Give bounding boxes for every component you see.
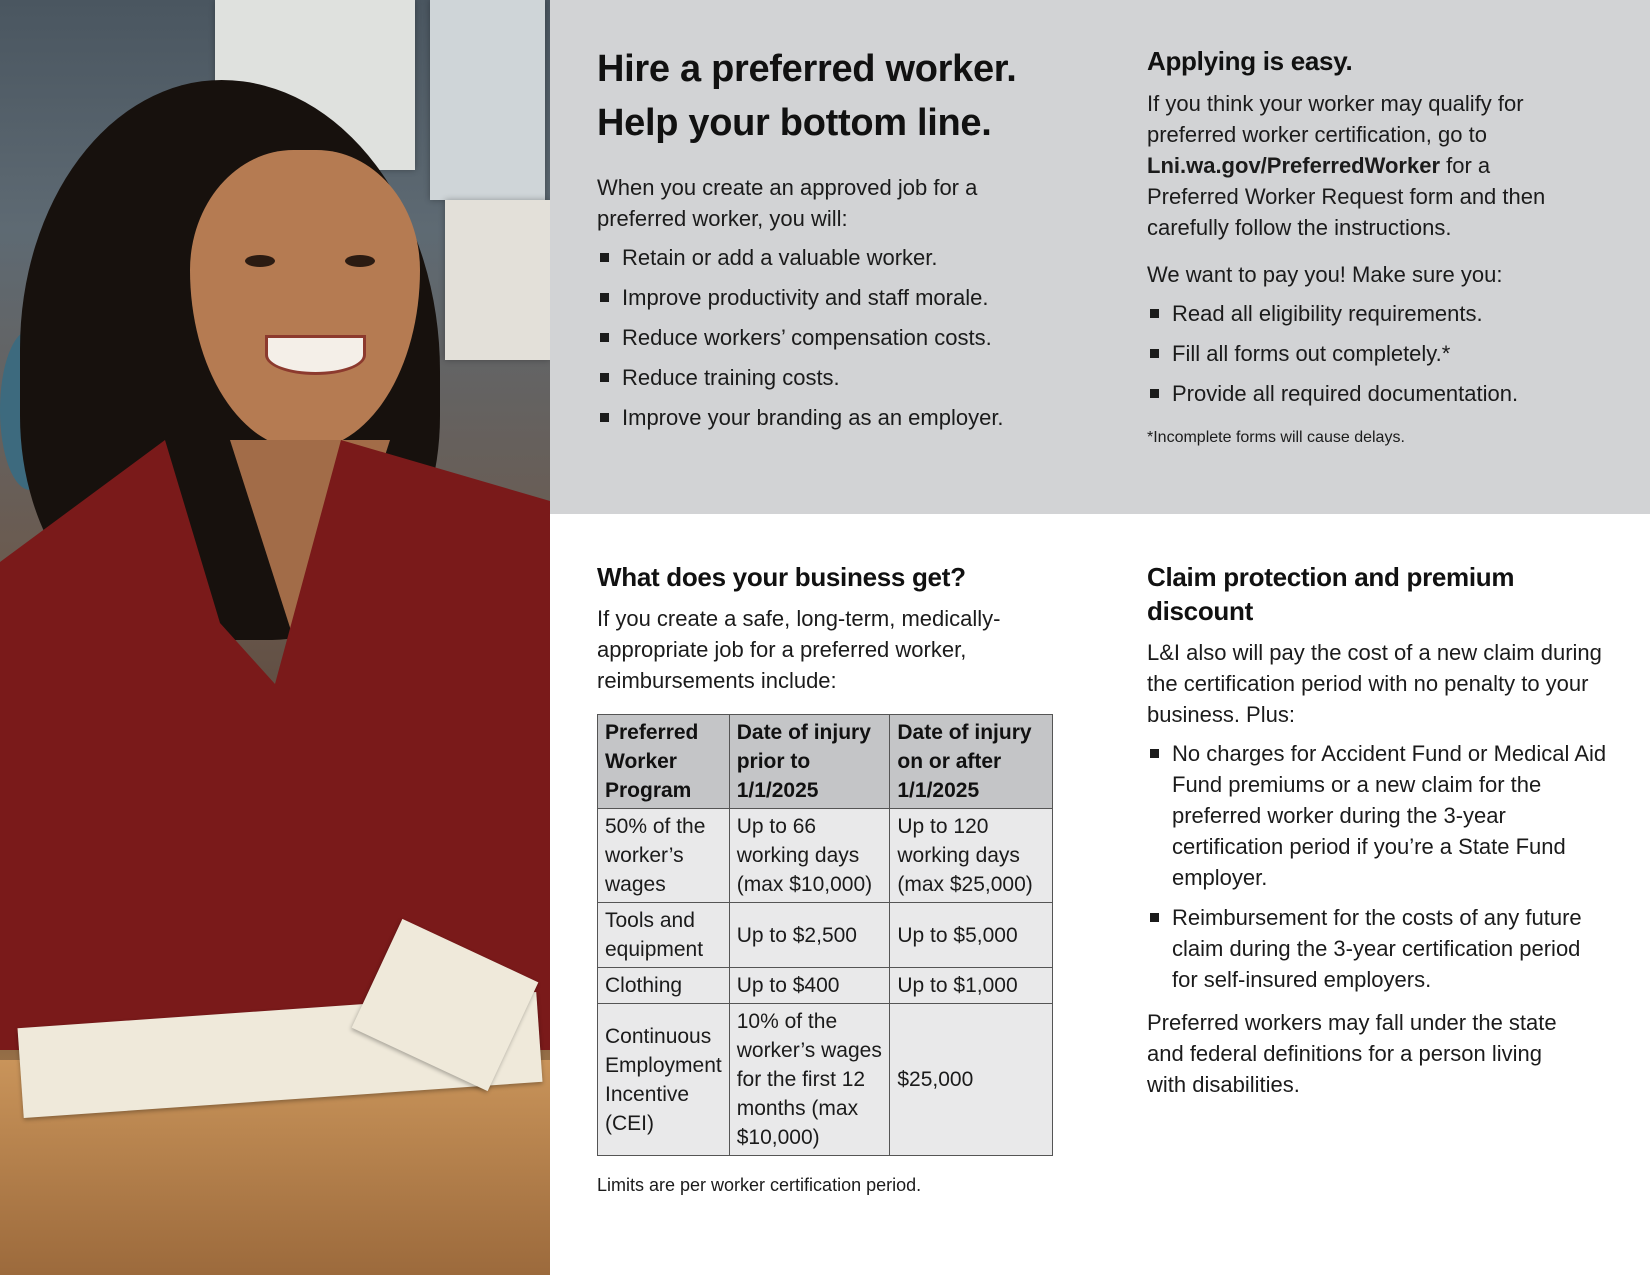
table-header-cell: Date of injury on or after 1/1/2025: [890, 715, 1053, 809]
hero-title-line2: Help your bottom line.: [597, 102, 992, 144]
claim-intro: L&I also will pay the cost of a new claim during the certification period with no penalty to your business. Plus:: [1147, 640, 1602, 727]
table-cell: $25,000: [890, 1004, 1053, 1156]
hero-title: [597, 42, 1057, 150]
table-cell: Tools and equipment: [598, 903, 730, 968]
benefit-item-text: Retain or add a valuable worker.: [622, 245, 938, 270]
table-cell: Up to $400: [729, 968, 890, 1004]
square-bullet-icon: [600, 333, 609, 342]
table-header-row: [598, 715, 1053, 809]
square-bullet-icon: [600, 253, 609, 262]
applying-text: [1147, 88, 1587, 243]
hero-intro: When you create an approved job for a preferred worker, you will:: [597, 175, 978, 231]
business-section: [597, 560, 1057, 1196]
hero-section: [597, 42, 1057, 442]
business-intro: If you create a safe, long-term, medically-appropriate job for a preferred worker, reimbursements include:: [597, 606, 1001, 693]
benefit-item-text: Reduce workers’ compensation costs.: [622, 325, 992, 350]
worker-photo: [0, 0, 550, 1275]
applying-heading: Applying is easy.: [1147, 46, 1353, 76]
table-header-cell: Date of injury prior to 1/1/2025: [729, 715, 890, 809]
table-cell: Up to 66 working days (max $10,000): [729, 809, 890, 903]
table-body: [598, 809, 1053, 1156]
table-row: [598, 903, 1053, 968]
table-cell: Up to 120 working days (max $25,000): [890, 809, 1053, 903]
table-cell: Up to $1,000: [890, 968, 1053, 1004]
claim-section: [1147, 560, 1617, 1100]
applying-text-before: If you think your worker may qualify for preferred worker certification, go to: [1147, 91, 1524, 147]
table-row: [598, 1004, 1053, 1156]
wall-poster: [430, 0, 545, 200]
square-bullet-icon: [1150, 389, 1159, 398]
square-bullet-icon: [600, 373, 609, 382]
table-cell: Continuous Employment Incentive (CEI): [598, 1004, 730, 1156]
claim-item: [1147, 738, 1607, 893]
square-bullet-icon: [1150, 309, 1159, 318]
checklist-item: [1147, 298, 1617, 329]
table-note: Limits are per worker certification period.: [597, 1175, 922, 1195]
requirements-checklist: [1147, 298, 1617, 409]
square-bullet-icon: [1150, 749, 1159, 758]
claim-item-text: Reimbursement for the costs of any future claim during the 3-year certification period for self-insured employers.: [1172, 905, 1582, 992]
square-bullet-icon: [1150, 349, 1159, 358]
table-cell: Up to $5,000: [890, 903, 1053, 968]
square-bullet-icon: [600, 413, 609, 422]
checklist-item: [1147, 338, 1617, 369]
smile: [265, 335, 366, 375]
wall-poster: [445, 200, 550, 360]
table-row: [598, 968, 1053, 1004]
reimbursement-table: [597, 714, 1053, 1156]
benefit-item-text: Improve productivity and staff morale.: [622, 285, 989, 310]
table-header-cell: Preferred Worker Program: [598, 715, 730, 809]
claim-benefits-list: [1147, 738, 1607, 995]
checklist-item-text: Read all eligibility requirements.: [1172, 301, 1483, 326]
claim-item-text: No charges for Accident Fund or Medical Aid Fund premiums or a new claim for the preferred worker during the 3-year certification period if you’re a State Fund employer.: [1172, 741, 1607, 890]
square-bullet-icon: [600, 293, 609, 302]
benefit-item: [597, 282, 1057, 313]
table-cell: Clothing: [598, 968, 730, 1004]
claim-closing: Preferred workers may fall under the state and federal definitions for a person living with disabilities.: [1147, 1010, 1557, 1097]
benefit-item: [597, 362, 1057, 393]
applying-section: [1147, 44, 1617, 449]
benefit-item-text: Reduce training costs.: [622, 365, 840, 390]
applying-link[interactable]: Lni.wa.gov/PreferredWorker: [1147, 153, 1441, 178]
table-row: [598, 809, 1053, 903]
hero-title-line1: Hire a preferred worker.: [597, 48, 1017, 90]
table-cell: Up to $2,500: [729, 903, 890, 968]
footnote: *Incomplete forms will cause delays.: [1147, 429, 1405, 446]
table-cell: 50% of the worker’s wages: [598, 809, 730, 903]
benefit-item: [597, 402, 1057, 433]
claim-item: [1147, 902, 1607, 995]
checklist-item-text: Fill all forms out completely.*: [1172, 341, 1451, 366]
eye: [345, 255, 375, 267]
checklist-item-text: Provide all required documentation.: [1172, 381, 1519, 406]
benefits-list: [597, 242, 1057, 433]
benefit-item: [597, 322, 1057, 353]
benefit-item-text: Improve your branding as an employer.: [622, 405, 1004, 430]
claim-heading: Claim protection and premium discount: [1147, 562, 1515, 626]
table-cell: 10% of the worker’s wages for the first 12 months (max $10,000): [729, 1004, 890, 1156]
benefit-item: [597, 242, 1057, 273]
pay-intro: We want to pay you! Make sure you:: [1147, 262, 1503, 287]
checklist-item: [1147, 378, 1617, 409]
square-bullet-icon: [1150, 913, 1159, 922]
business-heading: What does your business get?: [597, 562, 966, 592]
applying-text-after: for a Preferred Worker Request form and then carefully follow the instructions.: [1147, 153, 1546, 240]
eye: [245, 255, 275, 267]
